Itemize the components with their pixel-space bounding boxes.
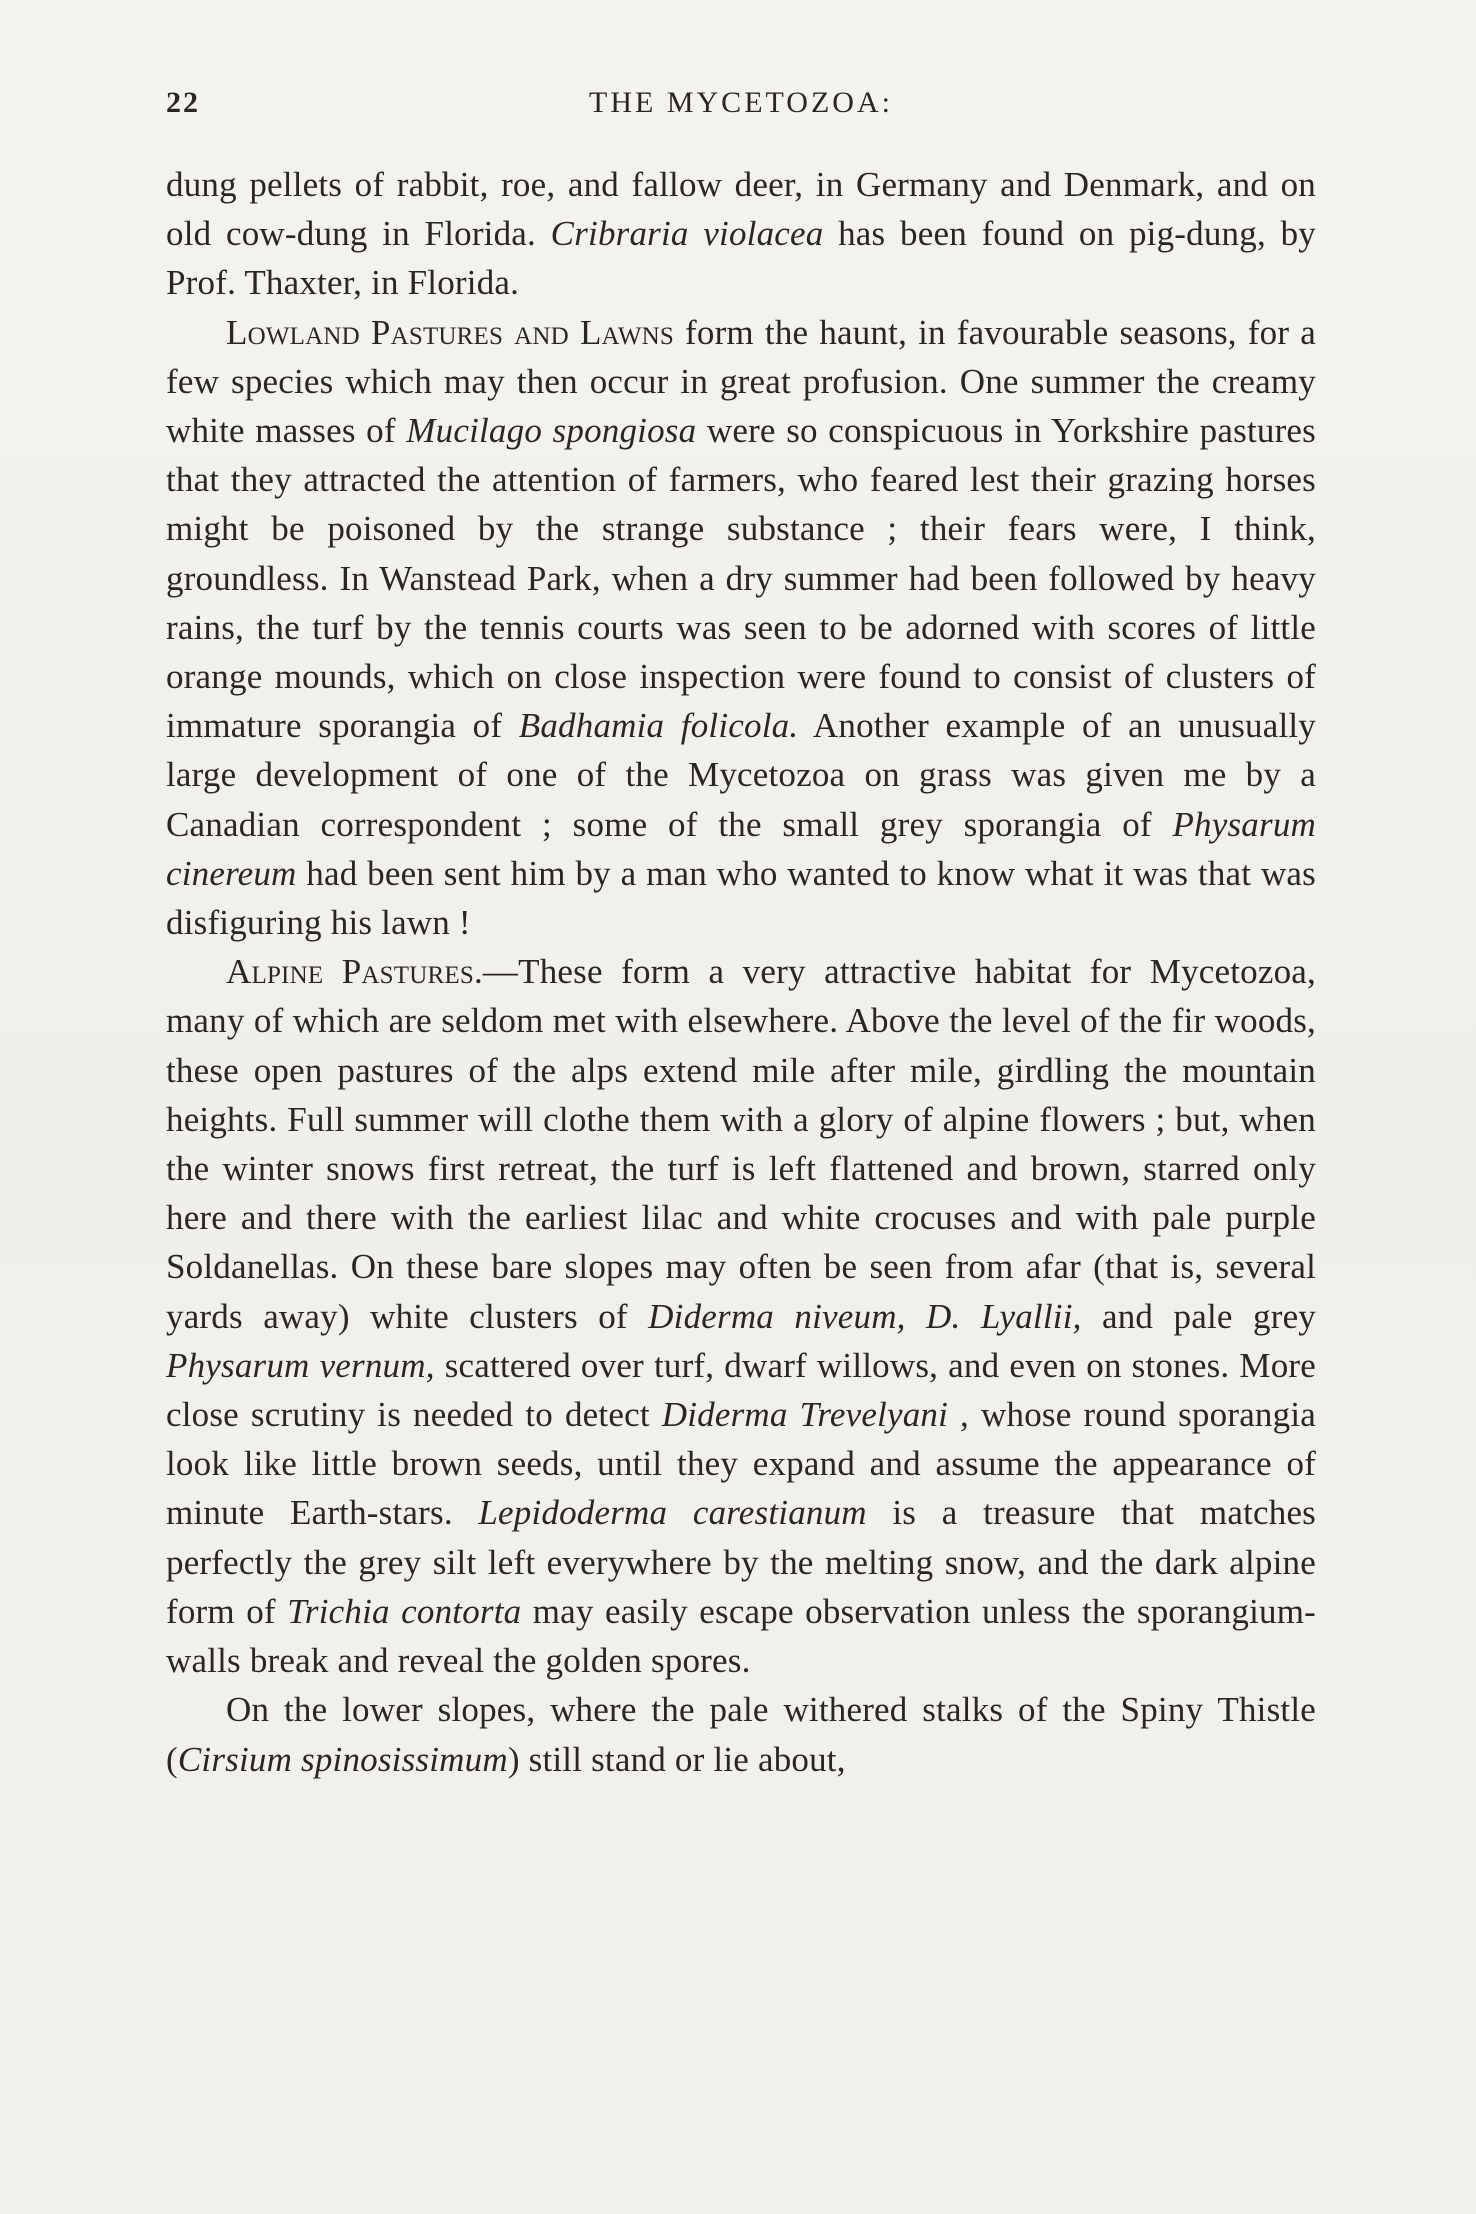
italic-term: Mucilago spongiosa (406, 411, 697, 451)
italic-term: Diderma Trevelyani (661, 1395, 949, 1435)
section-heading: Lowland Pastures and Lawns (226, 312, 674, 352)
running-head (166, 86, 1316, 126)
text-run: scattered over turf, dwarf willows, and even on stones. More close scrutiny is needed to detect (166, 1345, 1316, 1435)
text-run: had been sent him by a man who wanted to know what it was that was disfiguring his lawn ! (166, 853, 1316, 943)
text-run: Another example of an unusually large development of one of the Mycetozoa on grass was given me by a Canadian correspondent ; some of the small grey sporangia of (166, 706, 1317, 844)
paragraph (166, 308, 1316, 948)
italic-term: Physarum cinereum (166, 804, 1316, 893)
page-number: 22 (166, 86, 200, 119)
text-run: dung pellets of rabbit, roe, and fallow deer, in Germany and Denmark, and on old cow-dung in Florida. (166, 165, 1316, 254)
running-title: THE MYCETOZOA: (589, 86, 893, 119)
italic-term: Physarum vernum, (166, 1345, 435, 1385)
text-run: may easily escape observation unless the sporangium-walls break and reveal the golden spores. (166, 1591, 1316, 1681)
paragraph (166, 947, 1316, 1685)
italic-term: Cirsium spinosissimum (177, 1739, 508, 1779)
text-run: —These form a very attractive habitat for Mycetozoa, many of which are seldom met with elsewhere. Above the level of the fir woods, these open pastures of the alps extend mile after mile, girdling the mountain heights. Full summer will clothe them with a glory of alpine flowers ; but, when the winter snows first retreat, the turf is left flattened and brown, starred only here and there with the earliest lilac and white crocuses and with pale purple Soldanellas. On these bare slopes may often be seen from afar (that is, several yards away) white clusters of (166, 952, 1316, 1336)
paragraph (166, 160, 1316, 308)
text-run: form the haunt, in favourable seasons, for a few species which may then occur in great profusion. One summer the creamy white masses of (166, 312, 1316, 451)
text-run: has been found on pig-dung, by Prof. Thaxter, in Florida. (166, 214, 1316, 303)
italic-term: Badhamia folicola. (518, 706, 799, 746)
text-run: On the lower slopes, where the pale withered stalks of the Spiny Thistle ( (166, 1690, 1316, 1779)
italic-term: Cribraria violacea (550, 214, 824, 254)
text-run: ) still stand or lie about, (507, 1739, 846, 1779)
italic-term: Lepidoderma carestianum (478, 1493, 867, 1533)
section-heading: Alpine Pastures. (226, 952, 483, 992)
italic-term: Diderma niveum, D. Lyallii, (648, 1296, 1082, 1336)
paragraph (166, 1685, 1316, 1783)
text-run: , whose round sporangia look like little brown seeds, until they expand and assume the appearance of minute Earth-stars. (166, 1395, 1316, 1533)
italic-term: Trichia contorta (287, 1591, 522, 1631)
text-run: is a treasure that matches perfectly the grey silt left everywhere by the melting snow, and the dark alpine form of (166, 1493, 1316, 1631)
body-text (166, 160, 1316, 1784)
text-run: were so conspicuous in Yorkshire pastures that they attracted the attention of farmers, who feared lest their grazing horses might be poisoned by the strange substance ; their fears were, I think, groundless. In Wanstead Park, when a dry summer had been followed by heavy rains, the turf by the tennis courts was seen to be adorned with scores of little orange mounds, which on close inspection were found to consist of clusters of immature sporangia of (166, 411, 1316, 746)
text-run: and pale grey (1081, 1296, 1317, 1336)
